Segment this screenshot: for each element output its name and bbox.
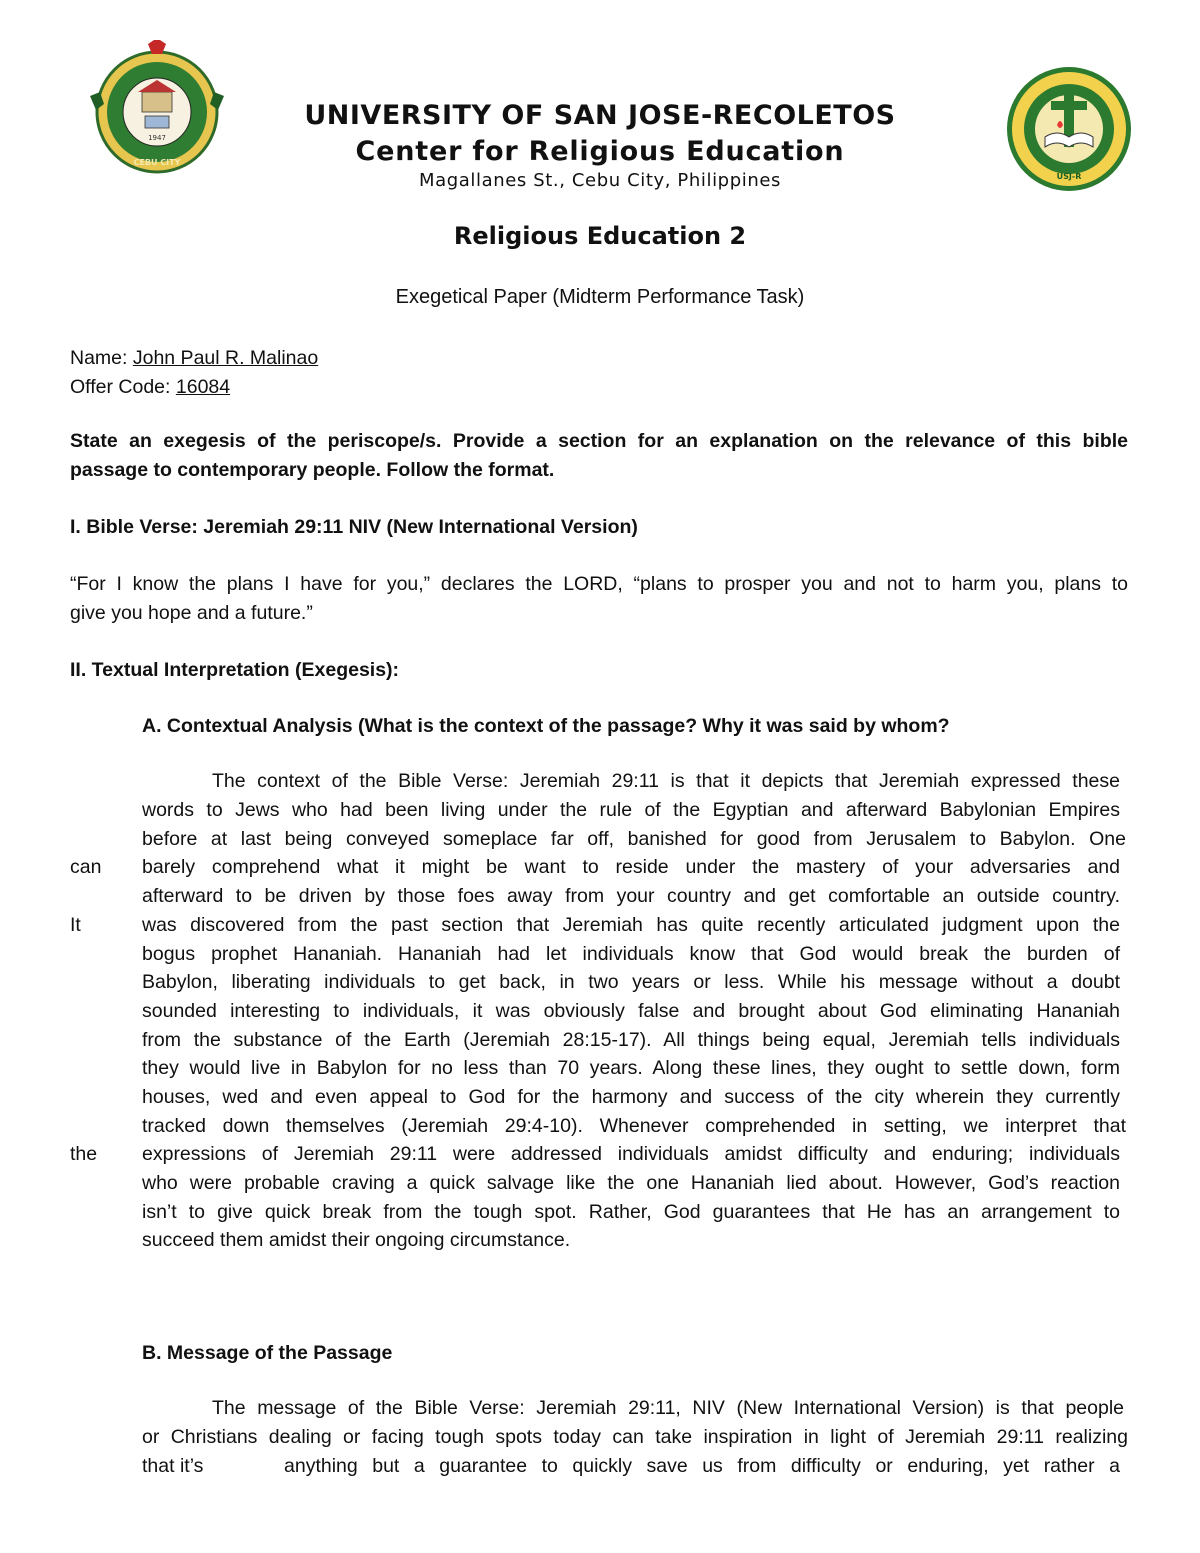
svg-text:1947: 1947 (148, 134, 166, 142)
paragraph-line: The context of the Bible Verse: Jeremiah 29:11 is that it depicts that Jeremiah expressed these (212, 770, 1120, 792)
margin-word-can: can (70, 856, 102, 878)
verse-line-1: “For I know the plans I have for you,” declares the LORD, “plans to prosper you and not to harm you, plans to (70, 573, 1128, 595)
name-row (70, 344, 318, 373)
paragraph-line: houses, wed and even appeal to God for the harmony and success of the city wherein they currently (142, 1086, 1120, 1108)
paragraph-line: before at last being conveyed someplace far off, banished for good from Jerusalem to Babylon. One (142, 828, 1126, 850)
paragraph-line: tracked down themselves (Jeremiah 29:4-10). Whenever comprehended in setting, we interpret that (142, 1115, 1126, 1137)
message-line-3-start: that it’s (142, 1455, 204, 1477)
offer-code-label: Offer Code: (70, 376, 171, 398)
paragraph-line: succeed them amidst their ongoing circumstance. (142, 1229, 571, 1251)
message-line-3-end: anything but a guarantee to quickly save us from difficulty or enduring, yet rather a (284, 1455, 1120, 1477)
paragraph-line: sounded interesting to individuals, it was obviously false and brought about God eliminating Hananiah (142, 1000, 1120, 1022)
usjr-seal-logo (90, 40, 225, 175)
address: Magallanes St., Cebu City, Philippines (419, 170, 781, 191)
paragraph-line: Babylon, liberating individuals to get back, in two years or less. While his message without a doubt (142, 971, 1120, 993)
message-line-2: or Christians dealing or facing tough spots today can take inspiration in light of Jeremiah 29:11 realizing (142, 1426, 1128, 1448)
center-name: Center for Religious Education (355, 136, 845, 167)
svg-text:CEBU CITY: CEBU CITY (133, 158, 181, 167)
message-line-1: The message of the Bible Verse: Jeremiah 29:11, NIV (New International Version) is that people (212, 1397, 1124, 1419)
paragraph-line: from the substance of the Earth (Jeremiah 28:15-17). All things being equal, Jeremiah tells individuals (142, 1029, 1120, 1051)
subsection-a-heading: A. Contextual Analysis (What is the context of the passage? Why it was said by whom? (142, 715, 950, 737)
cre-seal-logo (1005, 65, 1133, 193)
paragraph-line: was discovered from the past section that Jeremiah has quite recently articulated judgment upon the (142, 914, 1120, 936)
subsection-b-heading: B. Message of the Passage (142, 1342, 393, 1364)
offer-code-value: 16084 (175, 376, 231, 398)
instructions-line-2: passage to contemporary people. Follow the format. (70, 459, 555, 481)
paragraph-line: words to Jews who had been living under the rule of the Egyptian and afterward Babylonian Empires (142, 799, 1120, 821)
university-name: UNIVERSITY OF SAN JOSE-RECOLETOS (304, 100, 896, 131)
name-value: John Paul R. Malinao (132, 347, 319, 369)
margin-word-the: the (70, 1143, 98, 1165)
paragraph-line: who were probable craving a quick salvage like the one Hananiah lied about. However, God’s reaction (142, 1172, 1120, 1194)
paragraph-line: expressions of Jeremiah 29:11 were addressed individuals amidst difficulty and enduring; individuals (142, 1143, 1120, 1165)
paragraph-line: afterward to be driven by those foes away from your country and get comfortable an outside country. (142, 885, 1120, 907)
paragraph-line: they would live in Babylon for no less than 70 years. Along these lines, they ought to settle down, form (142, 1057, 1120, 1079)
name-label: Name: (70, 347, 128, 369)
course-title: Religious Education 2 (453, 222, 747, 250)
paragraph-line: bogus prophet Hananiah. Hananiah had let individuals know that God would break the burden of (142, 943, 1120, 965)
offer-code-row (70, 373, 230, 402)
paragraph-line: isn’t to give quick break from the tough spot. Rather, God guarantees that He has an arrangement to (142, 1201, 1120, 1223)
margin-word-it: It (70, 914, 81, 936)
paragraph-line: barely comprehend what it might be want to reside under the mastery of your adversaries and (142, 856, 1120, 878)
svg-text:USJ-R: USJ-R (1056, 172, 1082, 181)
section-1-heading: I. Bible Verse: Jeremiah 29:11 NIV (New International Version) (70, 516, 638, 538)
instructions-line-1: State an exegesis of the periscope/s. Provide a section for an explanation on the relevance of this bible (70, 430, 1128, 452)
section-2-heading: II. Textual Interpretation (Exegesis): (70, 659, 400, 681)
task-title: Exegetical Paper (Midterm Performance Task) (395, 286, 805, 308)
verse-line-2: give you hope and a future.” (70, 602, 313, 624)
